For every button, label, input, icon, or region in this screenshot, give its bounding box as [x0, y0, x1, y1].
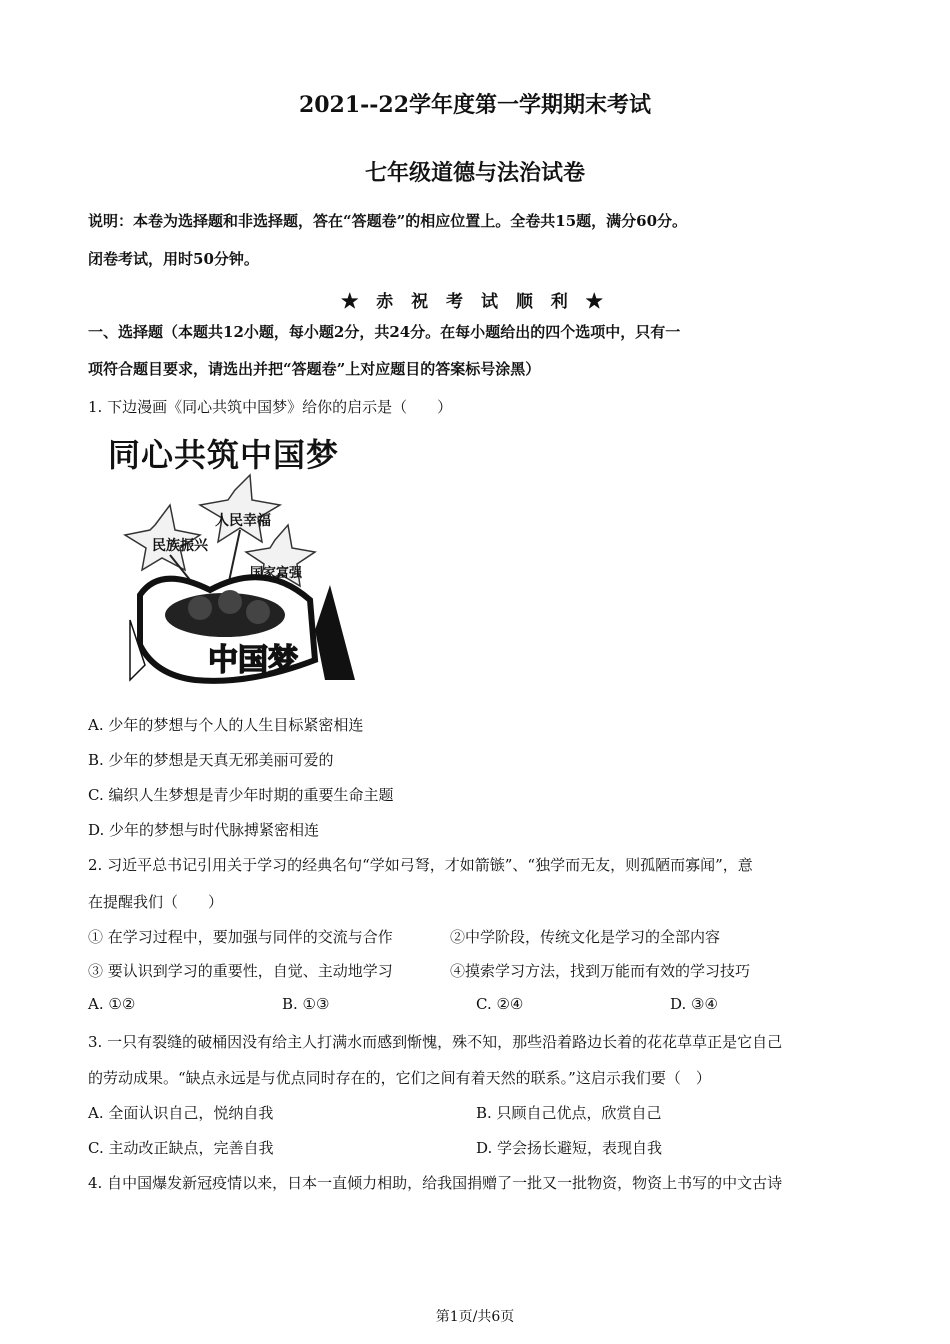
- question-1-option-b: B. 少年的梦想是天真无邪美丽可爱的: [88, 751, 334, 769]
- blessing-text: ★ 赤 祝 考 试 顺 利 ★: [341, 292, 609, 312]
- question-1-stem: 1. 下边漫画《同心共筑中国梦》给你的启示是（ ）: [88, 398, 453, 416]
- section-1-heading-line-2: 项符合题目要求，请选出并把“答题卷”上对应题目的答案标号涂黑）: [88, 360, 541, 378]
- question-2-statement-3: ③ 要认识到学习的重要性，自觉、主动地学习: [88, 962, 393, 980]
- question-3-option-d: D. 学会扬长避短，表现自我: [476, 1139, 663, 1157]
- heart-label: 中国梦: [208, 643, 298, 678]
- question-2-option-c: C. ②④: [476, 995, 524, 1013]
- question-1-option-a: A. 少年的梦想与个人的人生目标紧密相连: [88, 716, 364, 734]
- question-1-option-d: D. 少年的梦想与时代脉搏紧密相连: [88, 821, 320, 839]
- page-number: 第1页/共6页: [435, 1309, 515, 1325]
- question-3-stem-line-1: 3. 一只有裂缝的破桶因没有给主人打满水而感到惭愧，殊不知，那些沿着路边长着的花花草草正是它自己: [88, 1033, 783, 1051]
- cartoon-title: 同心共筑中国梦: [108, 436, 340, 474]
- question-3-option-c: C. 主动改正缺点，完善自我: [88, 1139, 274, 1157]
- cartoon-image: [100, 430, 370, 690]
- star-left-label: 民族振兴: [152, 538, 208, 554]
- star-right-label: 国家富强: [250, 566, 303, 581]
- instructions-line-1: 说明：本卷为选择题和非选择题，答在“答题卷”的相应位置上。全卷共15题，满分60分。: [88, 212, 688, 230]
- exam-title: 2021--22学年度第一学期期末考试: [298, 92, 652, 118]
- question-3-stem-line-2: 的劳动成果。“缺点永远是与优点同时存在的，它们之间有着天然的联系。”这启示我们要（ ）: [88, 1069, 711, 1087]
- question-2-statement-1: ① 在学习过程中，要加强与同伴的交流与合作: [88, 928, 393, 946]
- section-1-heading-line-1: 一、选择题（本题共12小题，每小题2分，共24分。在每小题给出的四个选项中，只有一: [88, 323, 681, 341]
- star-mid-label: 人民幸福: [215, 513, 271, 529]
- question-2-option-d: D. ③④: [670, 995, 718, 1013]
- question-2-option-a: A. ①②: [88, 995, 136, 1013]
- question-2-stem-line-1: 2. 习近平总书记引用关于学习的经典名句“学如弓弩，才如箭镞”、“独学而无友，则孤陋而寡闻”，意: [88, 856, 753, 874]
- question-2-statement-4: ④摸索学习方法，找到万能而有效的学习技巧: [450, 962, 751, 980]
- question-4-stem-line-1: 4. 自中国爆发新冠疫情以来，日本一直倾力相助，给我国捐赠了一批又一批物资，物资上书写的中文古诗: [88, 1174, 783, 1192]
- question-3-option-a: A. 全面认识自己，悦纳自我: [88, 1104, 274, 1122]
- question-2-stem-line-2: 在提醒我们（ ）: [88, 893, 224, 911]
- exam-subtitle: 七年级道德与法治试卷: [364, 160, 585, 186]
- question-2-statement-2: ②中学阶段，传统文化是学习的全部内容: [450, 928, 721, 946]
- question-2-option-b: B. ①③: [282, 995, 330, 1013]
- question-1-option-c: C. 编织人生梦想是青少年时期的重要生命主题: [88, 786, 394, 804]
- question-3-option-b: B. 只顾自己优点，欣赏自己: [476, 1104, 662, 1122]
- instructions-line-2: 闭卷考试，用时50分钟。: [88, 250, 259, 268]
